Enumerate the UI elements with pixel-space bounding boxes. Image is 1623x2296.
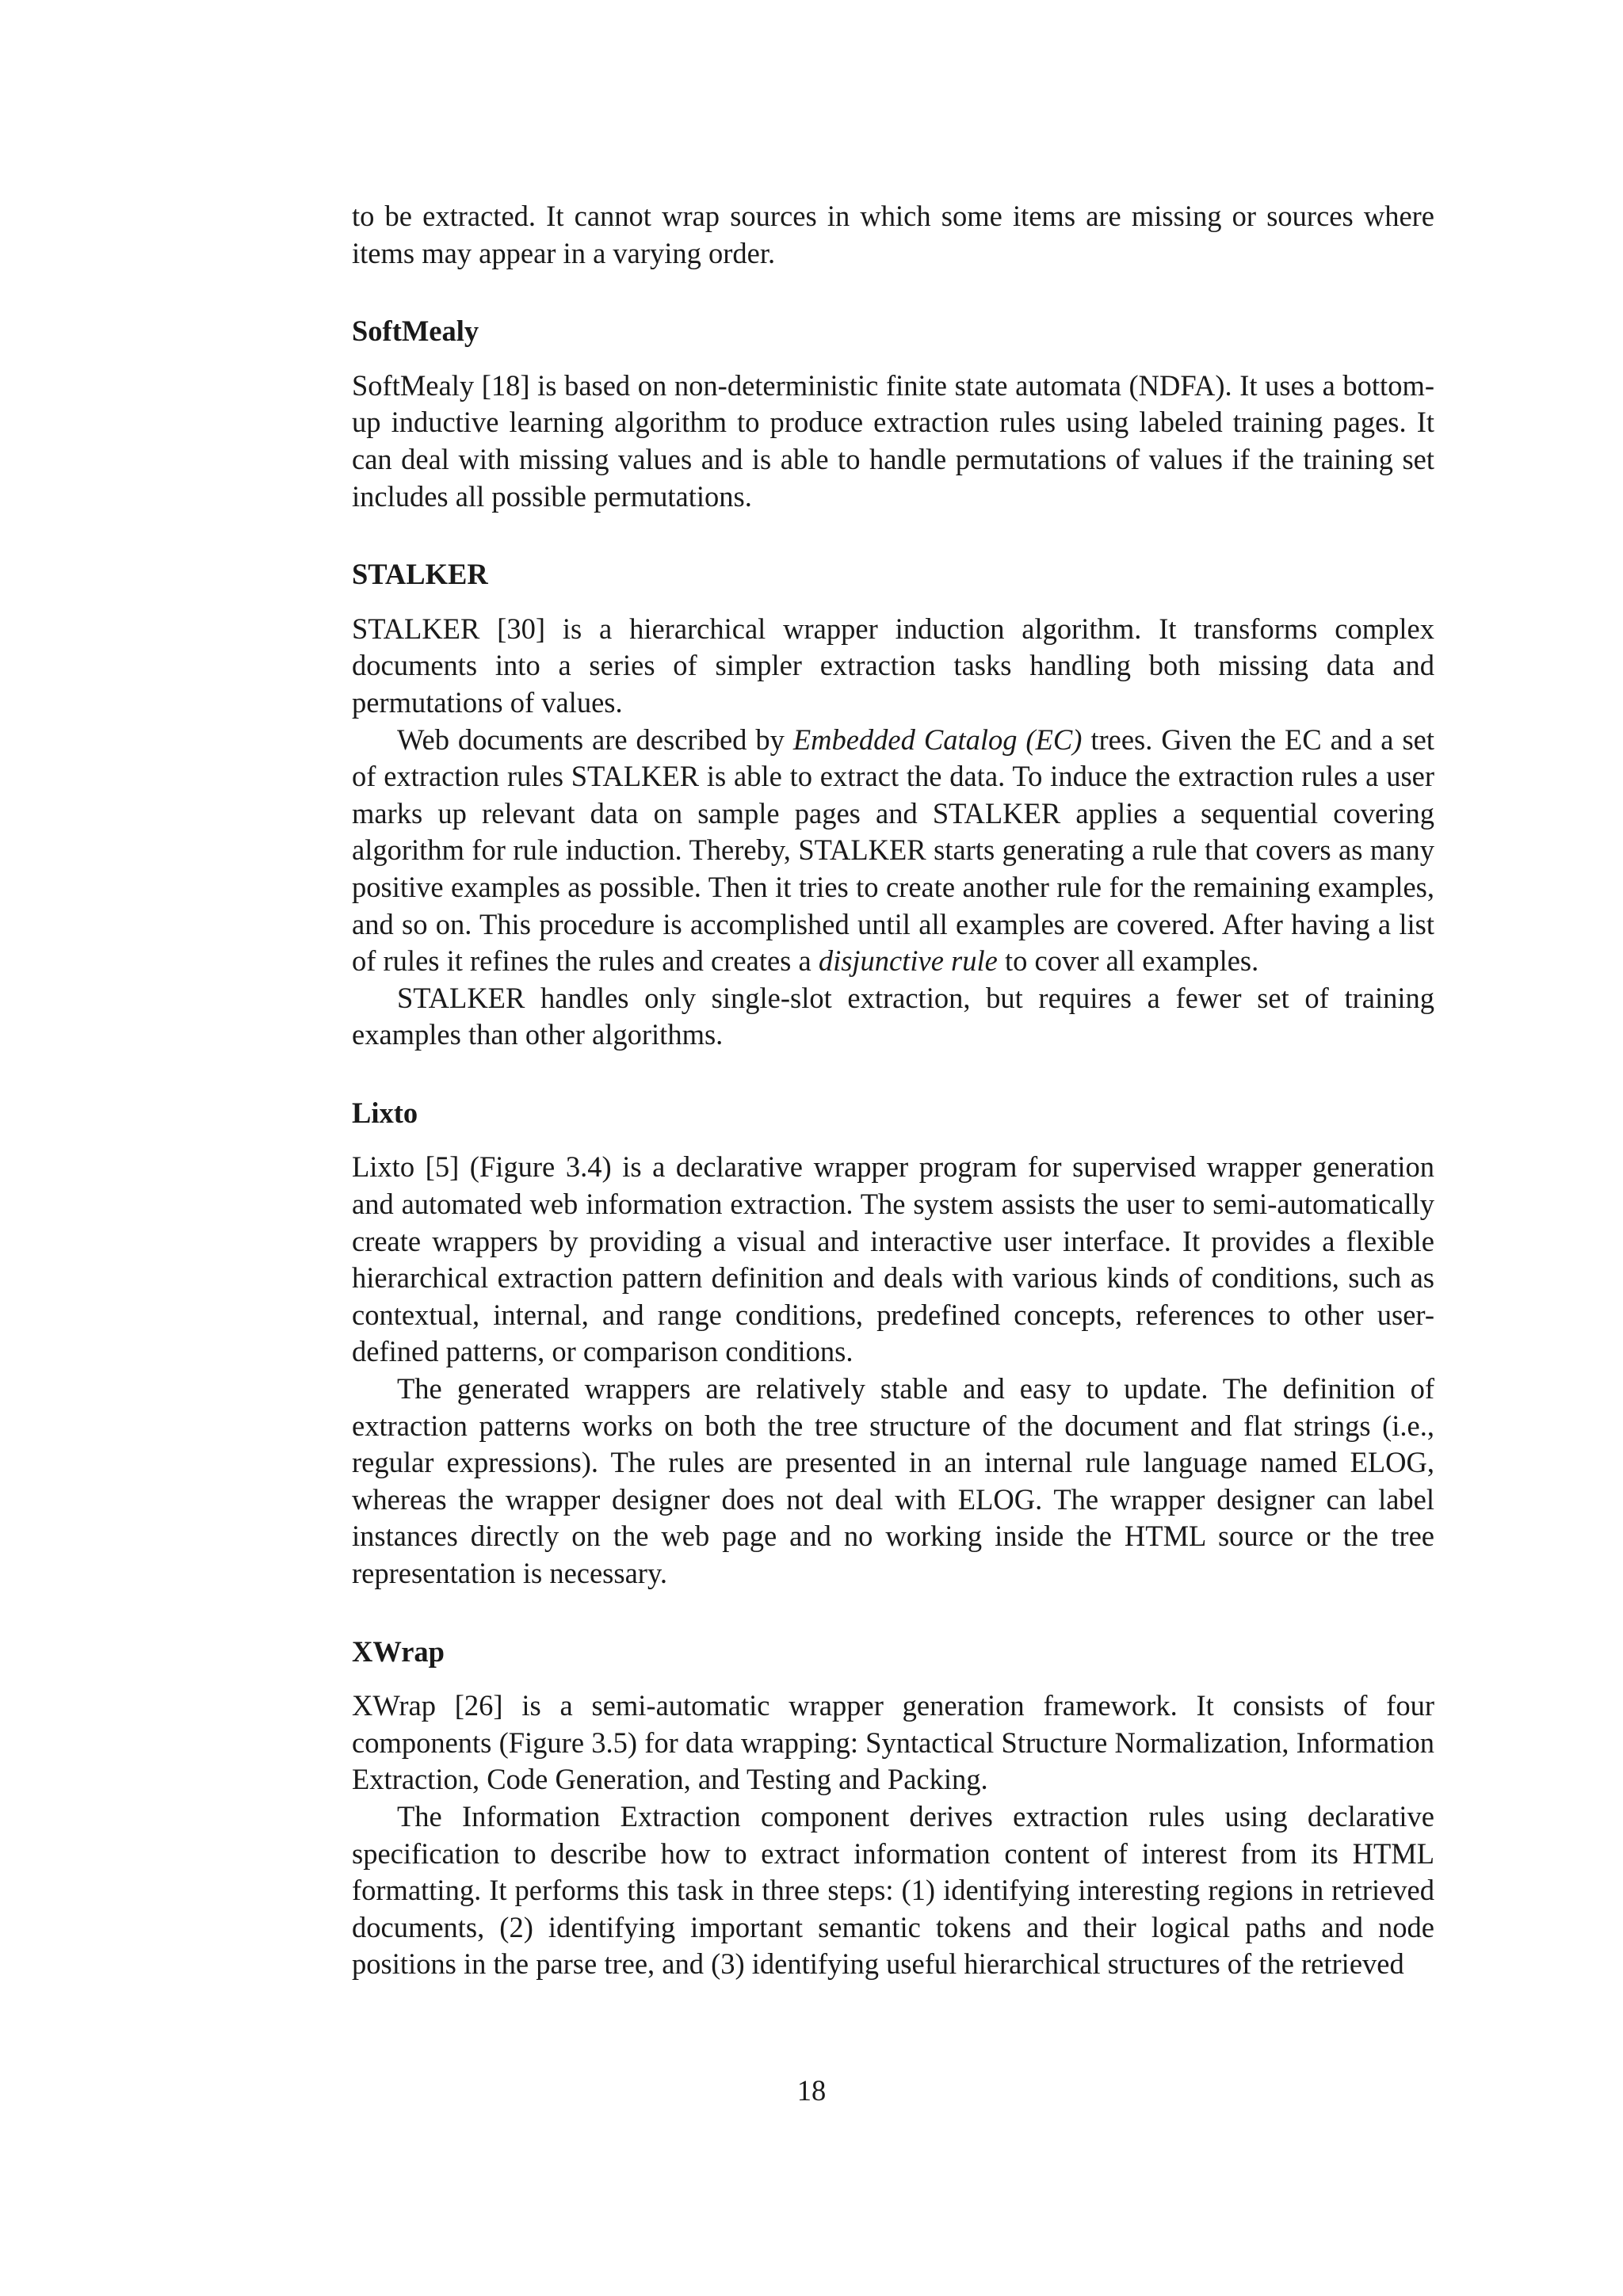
intro-paragraph: to be extracted. It cannot wrap sources in which some items are missing or sources where items may appear in a varying order. — [352, 200, 1434, 269]
xwrap-paragraph-1: XWrap [26] is a semi-automatic wrapper generation framework. It consists of four components (Figure 3.5) for data wrapping: Syntactical Structure Normalization, Information Extraction, Code Generation, and Testing and Packing. — [352, 1689, 1434, 1796]
body-text — [352, 198, 1434, 1983]
page-number: 18 — [796, 2074, 827, 2107]
softmealy-paragraph-1: SoftMealy [18] is based on non-deterministic finite state automata (NDFA). It uses a bottom-up inductive learning algorithm to produce extraction rules using labeled training pages. It can deal with missing values and is able to handle permutations of values if the training set includes all possible permutations. — [352, 368, 1434, 513]
heading-softmealy: SoftMealy — [352, 315, 479, 348]
stalker-p2-text-c: to cover all examples. — [997, 944, 1259, 978]
stalker-p2-text-a: Web documents are described by — [397, 723, 793, 756]
stalker-p2-text-b: trees. Given the EC and a set of extraction rules STALKER is able to extract the data. To induce the extraction rules a user marks up relevant data on sample pages and STALKER applies a sequential covering algorithm for rule induction. Thereby, STALKER starts generating a rule that covers as many positive examples as possible. Then it tries to create another rule for the remaining examples, and so on. This procedure is accomplished until all examples are covered. After having a list of rules it refines the rules and creates a — [352, 723, 1435, 978]
stalker-paragraph-2 — [352, 722, 1434, 980]
stalker-paragraph-1: STALKER [30] is a hierarchical wrapper induction algorithm. It transforms complex documents into a series of simpler extraction tasks handling both missing data and permutations of values. — [352, 612, 1434, 719]
lixto-paragraph-1: Lixto [5] (Figure 3.4) is a declarative wrapper program for supervised wrapper generation and automated web information extraction. The system assists the user to semi-automatically create wrappers by providing a visual and interactive user interface. It provides a flexible hierarchical extraction pattern definition and deals with various kinds of conditions, such as contextual, internal, and range conditions, predefined concepts, references to other user-defined patterns, or comparison conditions. — [352, 1150, 1434, 1368]
heading-stalker: STALKER — [352, 558, 488, 591]
heading-xwrap: XWrap — [352, 1634, 445, 1668]
lixto-paragraph-2: The generated wrappers are relatively stable and easy to update. The definition of extraction patterns works on both the tree structure of the document and flat strings (i.e., regular expressions). The rules are presented in an internal rule language named ELOG, whereas the wrapper designer does not deal with ELOG. The wrapper designer can label instances directly on the web page and no working inside the HTML source or the tree representation is necessary. — [352, 1372, 1434, 1589]
heading-lixto: Lixto — [352, 1096, 418, 1129]
stalker-p2-emphasis-disjunctive: disjunctive rule — [818, 944, 998, 978]
stalker-p2-emphasis-ec: Embedded Catalog (EC) — [792, 723, 1083, 756]
xwrap-paragraph-2: The Information Extraction component derives extraction rules using declarative specification to describe how to extract information content of interest from its HTML formatting. It performs this task in three steps: (1) identifying interesting regions in retrieved documents, (2) identifying important semantic tokens and their logical paths and node positions in the parse tree, and (3) identifying useful hierarchical structures of the retrieved — [352, 1799, 1434, 1981]
stalker-paragraph-3: STALKER handles only single-slot extraction, but requires a fewer set of training examples than other algorithms. — [352, 981, 1434, 1051]
